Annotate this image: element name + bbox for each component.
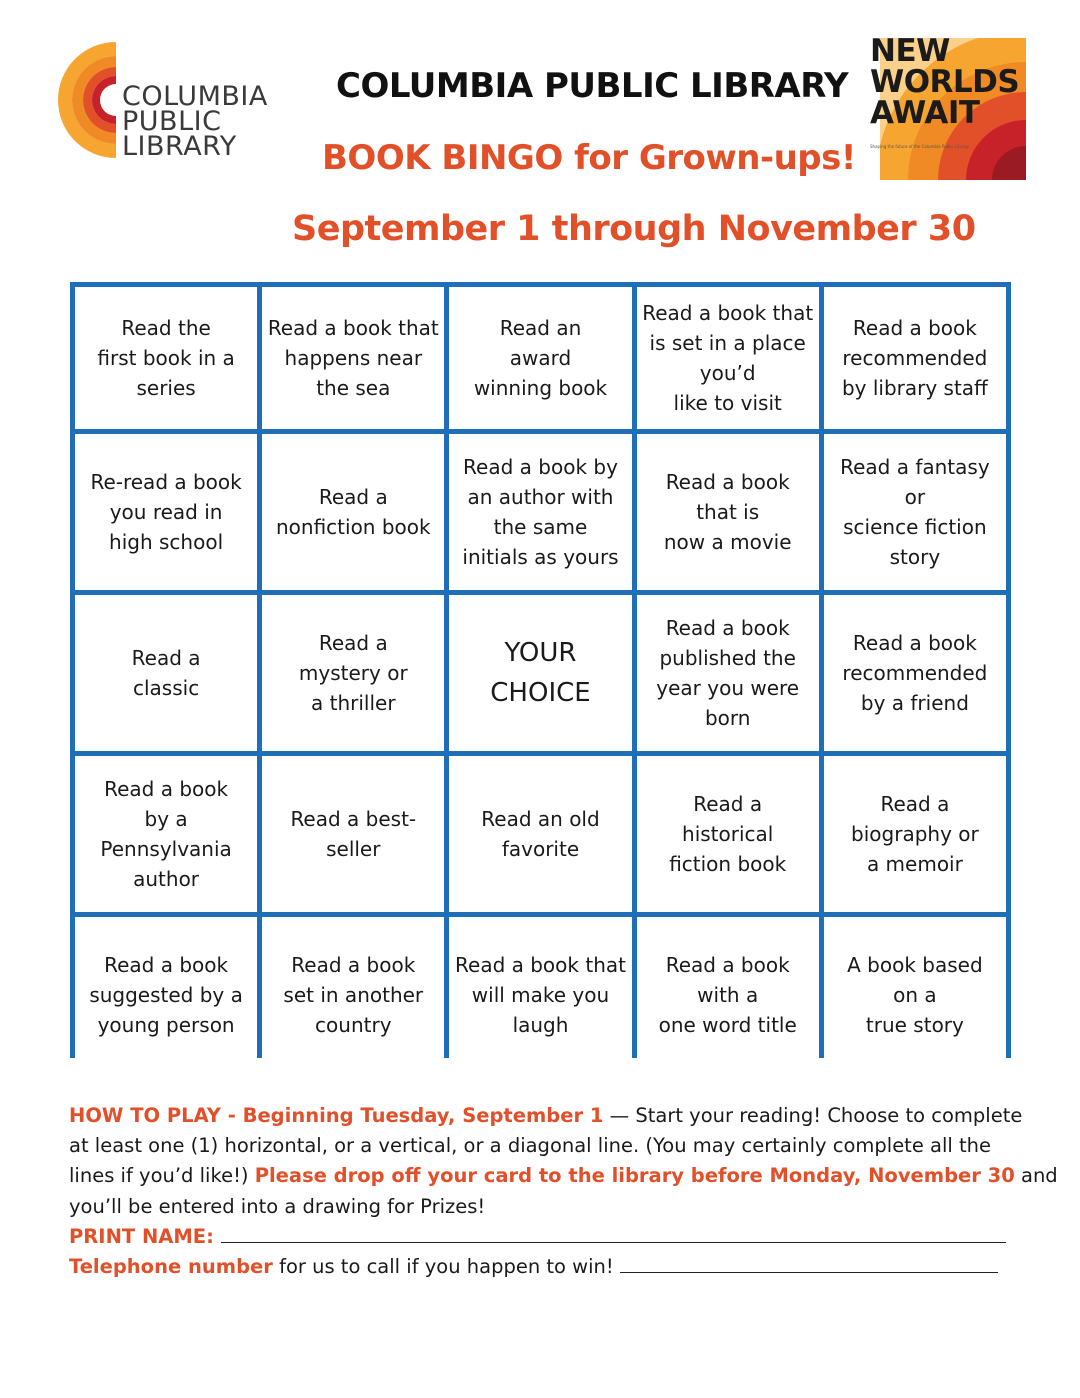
page-subtitle: BOOK BINGO for Grown-ups! [322, 138, 856, 178]
bingo-cell[interactable]: Read a best- seller [262, 756, 444, 912]
bingo-cell[interactable]: Read a book published the year you were born [637, 595, 819, 751]
bingo-cell[interactable]: Read a book with a one word title [637, 917, 819, 1073]
event-dates: September 1 through November 30 [292, 209, 976, 249]
bingo-cell[interactable]: Read a book by an author with the same initials as yours [449, 434, 631, 590]
bingo-cell[interactable]: Read a book recommended by library staff [824, 287, 1006, 429]
bingo-cell[interactable]: Read a classic [75, 595, 257, 751]
bingo-cell[interactable]: Read a historical fiction book [637, 756, 819, 912]
bingo-cell[interactable]: Read an old favorite [449, 756, 631, 912]
bingo-cell[interactable]: Read a mystery or a thriller [262, 595, 444, 751]
bingo-cell[interactable]: Read a fantasy or science fiction story [824, 434, 1006, 590]
bingo-cell[interactable]: Read a book that is set in a place you’d like to visit [637, 287, 819, 429]
logo-text [122, 81, 268, 162]
bingo-free-cell[interactable]: YOUR CHOICE [449, 595, 631, 751]
bingo-cell[interactable]: Read a book by a Pennsylvania author [75, 756, 257, 912]
logo-line-1: COLUMBIA [122, 81, 268, 112]
bingo-cell[interactable]: Read a book recommended by a friend [824, 595, 1006, 751]
instructions-line-3 [69, 1161, 1058, 1191]
bingo-cell[interactable]: Read an award winning book [449, 287, 631, 429]
howto-text-1: — Start your reading! Choose to complete [603, 1104, 1023, 1127]
line3-a: lines if you’d like!) [69, 1164, 255, 1188]
bingo-cell[interactable]: A book based on a true story [824, 917, 1006, 1073]
nwa-text [870, 36, 1019, 129]
logo-line-2: PUBLIC [122, 106, 222, 137]
bingo-cell[interactable]: Read a book suggested by a young person [75, 917, 257, 1073]
instructions-line-2: at least one (1) horizontal, or a vertical, or a diagonal line. (You may certainly complete all the [69, 1134, 992, 1158]
howto-label: HOW TO PLAY - Beginning Tuesday, September 1 [69, 1104, 604, 1127]
instructions-line-1 [69, 1101, 1023, 1131]
bingo-cell[interactable]: Read a book that happens near the sea [262, 287, 444, 429]
page-title: COLUMBIA PUBLIC LIBRARY [336, 66, 849, 106]
line3-b: and [1014, 1164, 1058, 1188]
nwa-line-1: NEW [870, 34, 950, 69]
columbia-library-logo [56, 40, 286, 160]
nwa-line-2: WORLDS [870, 64, 1020, 100]
how-to-play [69, 1101, 1058, 1282]
bingo-cell[interactable]: Read a biography or a memoir [824, 756, 1006, 912]
logo-line-3: LIBRARY [122, 131, 237, 162]
new-worlds-await-logo [868, 34, 1026, 180]
bingo-cell[interactable]: Read a nonfiction book [262, 434, 444, 590]
print-name-label: PRINT NAME: [69, 1224, 221, 1248]
telephone-row [69, 1252, 1019, 1282]
print-name-row [69, 1222, 1019, 1252]
nwa-line-3: AWAIT [870, 95, 980, 131]
bingo-cell[interactable]: Read the first book in a series [75, 287, 257, 429]
bingo-cell[interactable]: Read a book set in another country [262, 917, 444, 1073]
telephone-label: Telephone number [69, 1255, 273, 1279]
bingo-cell[interactable]: Read a book that is now a movie [637, 434, 819, 590]
dropoff-note: Please drop off your card to the library before Monday, November 30 [254, 1164, 1015, 1188]
bingo-cell[interactable]: Read a book that will make you laugh [449, 917, 631, 1073]
telephone-text: for us to call if you happen to win! [272, 1255, 620, 1279]
print-name-field[interactable] [221, 1222, 1006, 1243]
nwa-tagline: Shaping the future of the Columbia Public Library [870, 144, 969, 149]
telephone-field[interactable] [620, 1252, 998, 1273]
bingo-cell[interactable]: Re-read a book you read in high school [75, 434, 257, 590]
bingo-card-grid [70, 282, 1011, 1058]
instructions-line-4: you’ll be entered into a drawing for Prizes! [69, 1194, 486, 1218]
